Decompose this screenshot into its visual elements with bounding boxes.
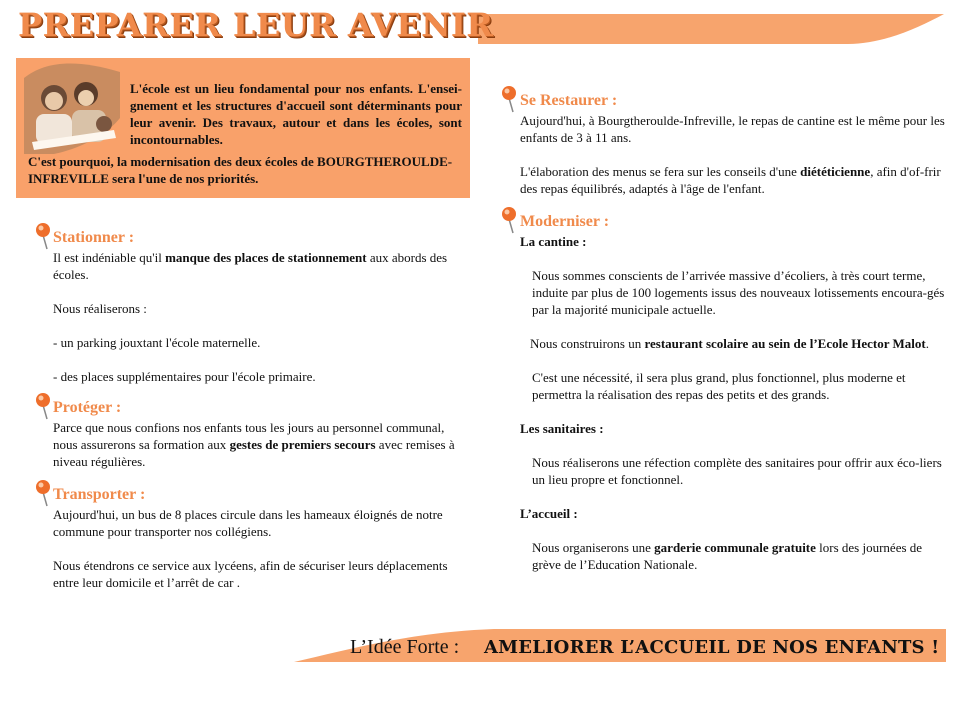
section-stationner: Il est indéniable qu'il manque des places de stationnement aux abords des écoles. Nous réaliserons : - un parking jouxtant l'école maternelle. - des places supplémentaires pour l'école primaire.	[53, 250, 448, 384]
idee-forte-value: AMELIORER L’ACCUEIL DE NOS ENFANTS !	[484, 637, 940, 658]
idee-forte-label: L’Idée Forte :	[350, 636, 460, 658]
heading-transporter: Transporter :	[53, 486, 146, 503]
header-band	[478, 14, 946, 46]
section-proteger: Parce que nous confions nos enfants tous les jours au personnel communal, nous assurerons sa formation aux gestes de premiers secours avec remises à niveau régulières.	[53, 420, 455, 469]
page-title: PREPARER LEUR AVENIR	[18, 6, 494, 44]
intro-paragraph-1: L'école est un lieu fondamental pour nos enfants. L'ensei-gnement et les structures d'accueil sont déterminants pour leur avenir. Des travaux, autour et dans les écoles, sont incontournables.	[130, 81, 462, 147]
pin-icon	[500, 206, 518, 234]
pin-icon	[34, 479, 52, 507]
heading-stationner: Stationner :	[53, 229, 135, 246]
pin-icon	[34, 222, 52, 250]
section-transporter: Aujourd'hui, un bus de 8 places circule dans les hameaux éloignés de notre commune pour transporter nos collégiens. Nous étendrons ce service aux lycéens, afin de sécuriser leurs déplacements entre leur domicile et l’arrêt de car .	[53, 507, 448, 590]
heading-se-restaurer: Se Restaurer :	[520, 92, 618, 109]
pin-icon	[500, 85, 518, 113]
section-moderniser: La cantine : Nous sommes conscients de l’arrivée massive d’écoliers, à très court terme, induite par plus de 100 logements issus des nouveaux lotissements encoura-gés par la majorité municipale actuelle. Nous construirons un restaurant scolaire au sein de l’Ecole Hector Malot. C'est une nécessité, il sera plus grand, plus fonctionnel, plus moderne et permettra la réalisation des repas des petits et des grands. Les sanitaires : Nous réaliserons une réfection complète des sanitaires pour offrir aux éco-liers un lieu propre et fonctionnel. L’accueil : Nous organiserons une garderie communale gratuite lors des journées de grève de l’Education Nationale.	[520, 234, 945, 572]
section-restaurer: Aujourd'hui, à Bourgtheroulde-Infreville, le repas de cantine est le même pour les enfants de 3 à 11 ans. L'élaboration des menus se fera sur les conseils d'une diététicienne, afin d'of-frir des repas équilibrés, adaptés à l'âge de l'enfant.	[520, 113, 945, 196]
intro-paragraph-2: C'est pourquoi, la modernisation des deux écoles de BOURGTHEROULDE-INFREVILLE sera l'une de nos priorités.	[28, 154, 453, 186]
heading-moderniser: Moderniser :	[520, 213, 610, 230]
heading-proteger: Protéger :	[53, 399, 122, 416]
pin-icon	[34, 392, 52, 420]
children-photo	[24, 58, 120, 154]
